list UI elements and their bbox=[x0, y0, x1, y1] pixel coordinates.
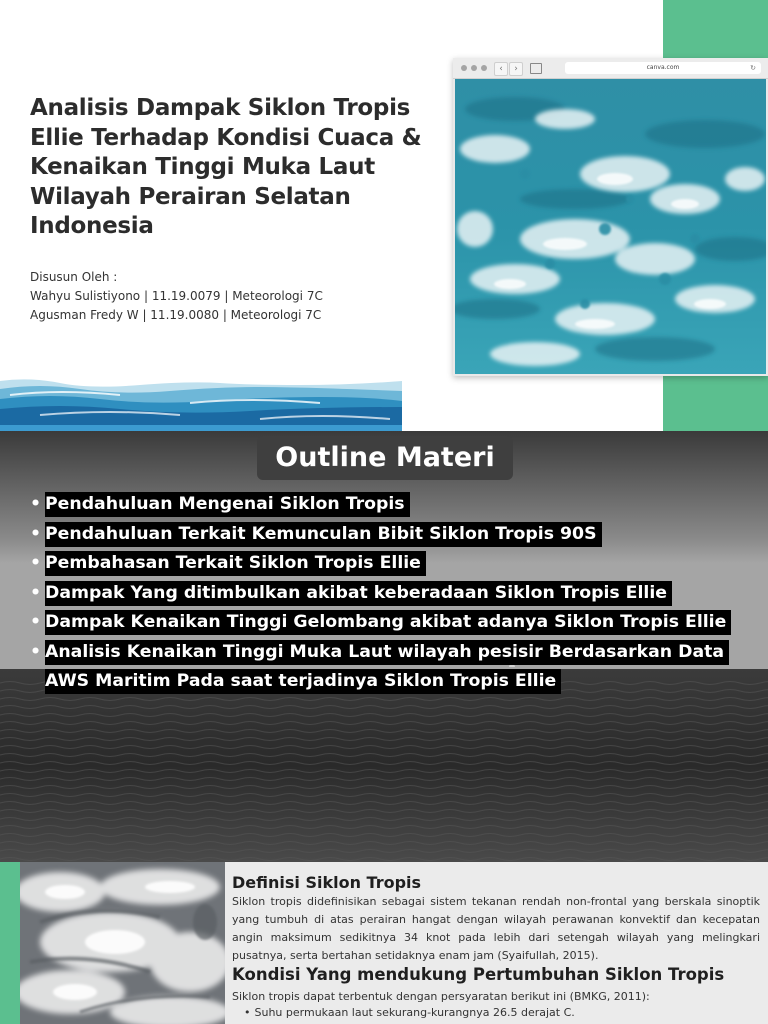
outline-item bbox=[22, 520, 762, 550]
conditions-list-item bbox=[244, 1004, 575, 1021]
address-bar-url: canva.com bbox=[646, 64, 680, 71]
outline-item-text: Pendahuluan Mengenai Siklon Tropis bbox=[45, 492, 410, 517]
outline-item-text: Dampak Yang ditimbulkan akibat keberadaan Siklon Tropis Ellie bbox=[45, 581, 672, 606]
definition-paragraph: Siklon tropis didefinisikan sebagai sistem tekanan rendah non-frontal yang berskala sinoptik yang tumbuh di atas perairan hangat dengan wilayah perawanan konvektif dan kecepatan angin maksimum sedikitnya 34 knot pada lebih dari setengah wilayah yang melingkari pusatnya, serta bertahan setidaknya enam jam (Syaifullah, 2015). bbox=[232, 895, 760, 962]
author-block bbox=[30, 268, 430, 325]
bullet-icon: • bbox=[30, 494, 42, 514]
presentation-title: Analisis Dampak Siklon Tropis Ellie Terhadap Kondisi Cuaca & Kenaikan Tinggi Muka Laut Wilayah Perairan Selatan Indonesia bbox=[30, 95, 422, 239]
browser-toolbar bbox=[453, 58, 768, 79]
bullet-icon: • bbox=[244, 1006, 251, 1019]
window-minimize-dot-icon bbox=[471, 65, 477, 71]
conditions-list bbox=[244, 1004, 575, 1021]
outline-item-text: Dampak Kenaikan Tinggi Gelombang akibat adanya Siklon Tropis Ellie bbox=[45, 610, 731, 635]
author-line-1: Wahyu Sulistiyono | 11.19.0079 | Meteorologi 7C bbox=[30, 289, 323, 303]
browser-mockup bbox=[453, 58, 768, 376]
ocean-waves-photo bbox=[455, 79, 766, 374]
bullet-icon: • bbox=[30, 641, 42, 662]
reload-icon: ↻ bbox=[750, 64, 756, 72]
outline-item bbox=[22, 579, 762, 609]
conditions-item-text: Suhu permukaan laut sekurang-kurangnya 26.5 derajat C. bbox=[254, 1006, 575, 1019]
forward-arrow-icon: › bbox=[509, 62, 523, 76]
outline-item bbox=[22, 608, 762, 638]
author-line-2: Agusman Fredy W | 11.19.0080 | Meteorologi 7C bbox=[30, 308, 322, 322]
window-close-dot-icon bbox=[461, 65, 467, 71]
outline-list bbox=[22, 490, 762, 697]
bullet-icon: • bbox=[30, 612, 42, 632]
outline-item-text: Pembahasan Terkait Siklon Tropis Ellie bbox=[45, 551, 426, 576]
cyclone-satellite-photo bbox=[20, 862, 225, 1024]
definition-heading: Definisi Siklon Tropis bbox=[232, 873, 422, 892]
definition-slide bbox=[0, 862, 768, 1024]
conditions-intro: Siklon tropis dapat terbentuk dengan persyaratan berikut ini (BMKG, 2011): bbox=[232, 990, 650, 1003]
outline-item-text: Analisis Kenaikan Tinggi Muka Laut wilayah pesisir Berdasarkan Data AWS Maritim Pada saat terjadinya Siklon Tropis Ellie bbox=[45, 640, 729, 695]
address-bar bbox=[565, 62, 761, 74]
sidebar-toggle-icon bbox=[530, 63, 542, 74]
author-line-heading: Disusun Oleh : bbox=[30, 270, 118, 284]
green-accent-bar bbox=[0, 862, 20, 1024]
title-slide bbox=[0, 0, 768, 431]
outline-title: Outline Materi bbox=[257, 436, 513, 480]
outline-item bbox=[22, 549, 762, 579]
window-zoom-dot-icon bbox=[481, 65, 487, 71]
wave-illustration bbox=[0, 375, 402, 431]
bullet-icon: • bbox=[30, 553, 42, 573]
outline-item-text: Pendahuluan Terkait Kemunculan Bibit Siklon Tropis 90S bbox=[45, 522, 602, 547]
bullet-icon: • bbox=[30, 523, 42, 544]
outline-item bbox=[22, 638, 762, 697]
outline-item bbox=[22, 490, 762, 520]
back-arrow-icon: ‹ bbox=[494, 62, 508, 76]
bullet-icon: • bbox=[30, 582, 42, 603]
conditions-heading: Kondisi Yang mendukung Pertumbuhan Siklon Tropis bbox=[232, 965, 725, 984]
outline-slide bbox=[0, 431, 768, 862]
